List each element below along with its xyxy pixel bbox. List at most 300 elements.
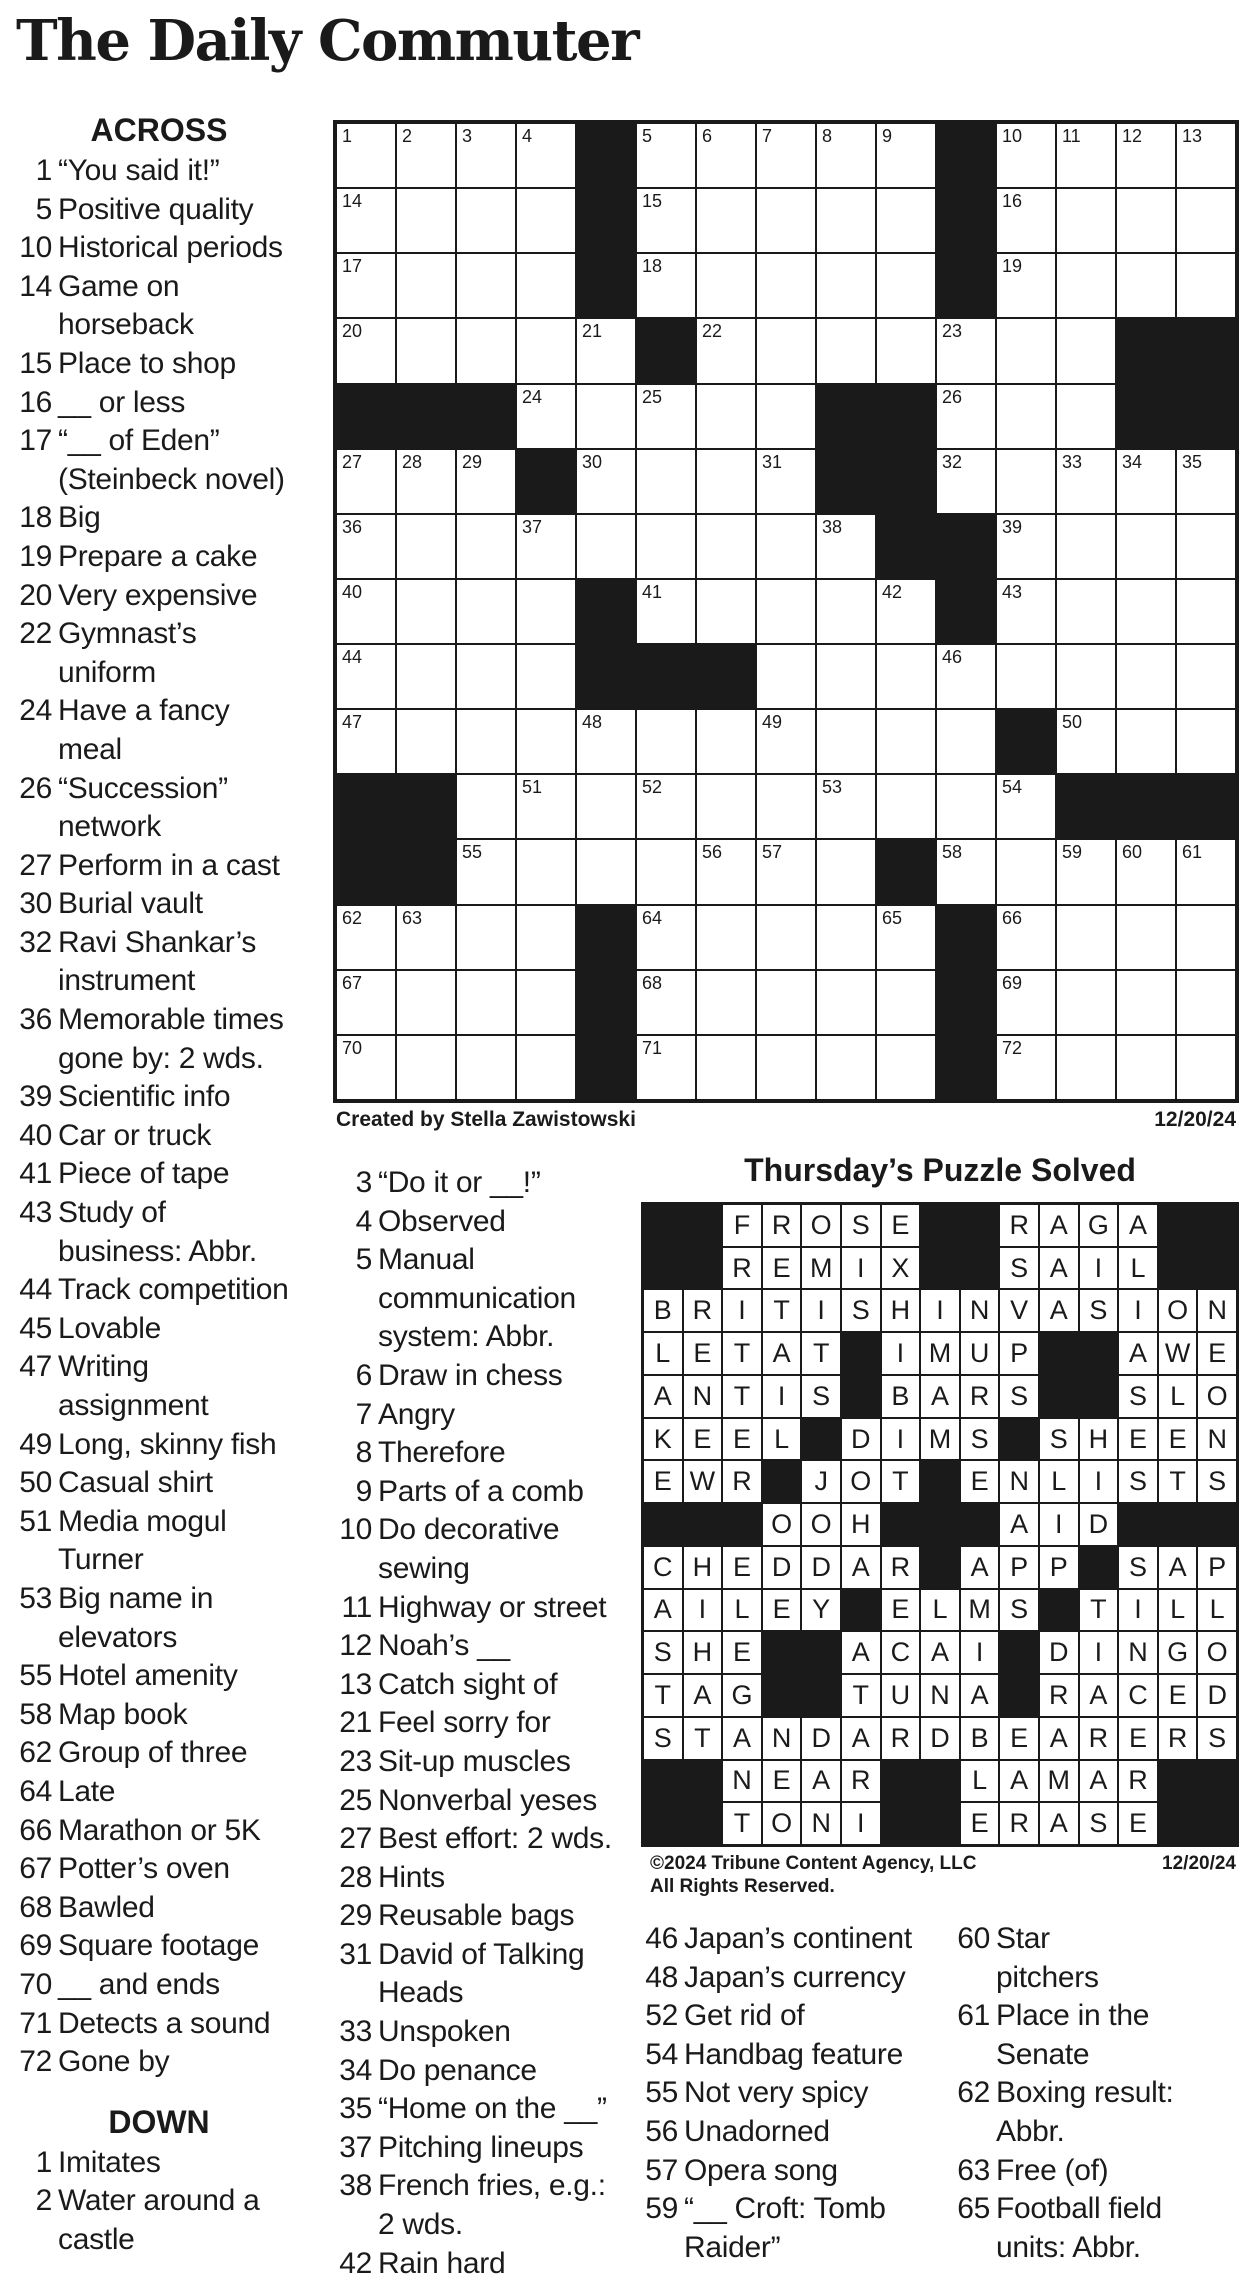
clue-text: Piece of tape (58, 1157, 230, 1191)
grid-square[interactable] (1176, 1035, 1236, 1100)
clue-number: 1 (35, 2145, 52, 2179)
square-number: 12 (1122, 126, 1143, 146)
clue-text: Long, skinny fish (58, 1427, 277, 1461)
grid-square[interactable] (576, 384, 636, 449)
solution-letter: D (762, 1546, 802, 1589)
grid-square[interactable] (876, 905, 936, 970)
grid-square[interactable] (816, 709, 876, 774)
grid-square[interactable] (516, 1035, 576, 1100)
grid-square[interactable] (1176, 514, 1236, 579)
clue-line (14, 692, 314, 731)
clue-text: Observed (378, 1204, 506, 1238)
square-number: 52 (642, 777, 663, 798)
grid-square[interactable] (816, 970, 876, 1035)
square-number: 21 (582, 321, 603, 342)
grid-square[interactable] (1116, 970, 1176, 1035)
clue-text: Therefore (378, 1436, 506, 1470)
grid-square[interactable] (456, 188, 516, 253)
grid-square[interactable] (756, 188, 816, 253)
grid-square[interactable] (1056, 123, 1116, 188)
down-clue-list-3 (640, 1920, 940, 2267)
grid-square[interactable] (816, 123, 876, 188)
clue-line (14, 2144, 314, 2183)
grid-square[interactable] (1056, 839, 1116, 904)
grid-square[interactable] (996, 970, 1056, 1035)
solution-letter: E (1158, 1674, 1198, 1717)
grid-square[interactable] (756, 970, 816, 1035)
square-number: 49 (762, 712, 783, 733)
clue-line (952, 2229, 1242, 2268)
grid-square[interactable] (876, 644, 936, 709)
solution-block (1158, 1802, 1198, 1845)
grid-block (576, 188, 636, 253)
grid-square[interactable] (876, 970, 936, 1035)
grid-square[interactable] (876, 1035, 936, 1100)
grid-square[interactable] (1176, 970, 1236, 1035)
clue-line (14, 654, 314, 693)
grid-block (936, 188, 996, 253)
grid-square[interactable] (936, 644, 996, 709)
clue-line (14, 1117, 314, 1156)
clue-line (952, 2074, 1242, 2113)
square-number: 22 (702, 321, 723, 342)
grid-square[interactable] (696, 579, 756, 644)
clue-text: Casual shirt (58, 1466, 213, 1500)
grid-square[interactable] (1176, 123, 1236, 188)
grid-square[interactable] (936, 839, 996, 904)
grid-square[interactable] (576, 774, 636, 839)
square-number: 28 (402, 451, 423, 472)
square-number: 72 (1002, 1037, 1023, 1058)
square-number: 39 (1002, 516, 1023, 537)
grid-square[interactable] (636, 514, 696, 579)
grid-square[interactable] (696, 384, 756, 449)
grid-square[interactable] (456, 318, 516, 383)
grid-square[interactable] (996, 449, 1056, 514)
solution-block (920, 1503, 960, 1546)
solution-letter: W (683, 1460, 723, 1503)
grid-square[interactable] (336, 449, 396, 514)
clue-number: 14 (19, 269, 52, 303)
grid-square[interactable] (396, 579, 456, 644)
grid-square[interactable] (396, 514, 456, 579)
grid-square[interactable] (1176, 188, 1236, 253)
grid-square[interactable] (696, 1035, 756, 1100)
grid-square[interactable] (756, 514, 816, 579)
grid-square[interactable] (876, 709, 936, 774)
grid-square[interactable] (696, 774, 756, 839)
grid-square[interactable] (1176, 449, 1236, 514)
grid-square[interactable] (696, 905, 756, 970)
grid-square[interactable] (1056, 253, 1116, 318)
grid-square[interactable] (996, 579, 1056, 644)
clue-line (14, 1426, 314, 1465)
grid-square[interactable] (1176, 709, 1236, 774)
grid-square[interactable] (636, 709, 696, 774)
grid-square[interactable] (936, 449, 996, 514)
grid-square[interactable] (756, 774, 816, 839)
grid-square[interactable] (696, 188, 756, 253)
grid-square[interactable] (1056, 1035, 1116, 1100)
grid-square[interactable] (456, 1035, 516, 1100)
grid-square[interactable] (636, 253, 696, 318)
clue-number: 29 (339, 1899, 372, 1933)
grid-square[interactable] (1116, 709, 1176, 774)
across-clue-list (14, 152, 314, 2082)
solution-letter: T (683, 1717, 723, 1760)
grid-square[interactable] (396, 970, 456, 1035)
grid-square[interactable] (756, 449, 816, 514)
grid-square[interactable] (996, 514, 1056, 579)
grid-block (636, 644, 696, 709)
grid-square[interactable] (816, 774, 876, 839)
grid-square[interactable] (696, 253, 756, 318)
solution-letter: P (1197, 1546, 1237, 1589)
grid-square[interactable] (336, 188, 396, 253)
solution-block (960, 1247, 1000, 1290)
grid-square[interactable] (936, 774, 996, 839)
clue-text: David of Talking (378, 1937, 585, 1971)
solution-letter: N (762, 1717, 802, 1760)
grid-square[interactable] (1056, 318, 1116, 383)
grid-square[interactable] (336, 253, 396, 318)
clue-number: 9 (355, 1474, 372, 1508)
grid-square[interactable] (756, 579, 816, 644)
grid-square[interactable] (1116, 905, 1176, 970)
grid-square[interactable] (456, 774, 516, 839)
square-number: 58 (942, 842, 963, 863)
grid-square[interactable] (636, 905, 696, 970)
grid-square[interactable] (456, 970, 516, 1035)
grid-square[interactable] (516, 774, 576, 839)
grid-square[interactable] (816, 188, 876, 253)
grid-square[interactable] (1116, 188, 1176, 253)
grid-square[interactable] (1056, 970, 1116, 1035)
solution-block (801, 1418, 841, 1461)
grid-square[interactable] (396, 1035, 456, 1100)
grid-square[interactable] (996, 188, 1056, 253)
solution-letter: L (722, 1589, 762, 1632)
grid-square[interactable] (996, 644, 1056, 709)
grid-square[interactable] (696, 839, 756, 904)
grid-square[interactable] (1176, 579, 1236, 644)
clue-line (334, 1396, 634, 1435)
grid-square[interactable] (756, 644, 816, 709)
solution-block (762, 1674, 802, 1717)
grid-square[interactable] (816, 644, 876, 709)
grid-square[interactable] (336, 709, 396, 774)
clue-line (14, 1194, 314, 1233)
grid-square[interactable] (576, 514, 636, 579)
solution-block (1158, 1247, 1198, 1290)
grid-square[interactable] (696, 970, 756, 1035)
grid-square[interactable] (1116, 123, 1176, 188)
grid-square[interactable] (1116, 644, 1176, 709)
grid-square[interactable] (936, 709, 996, 774)
grid-square[interactable] (876, 253, 936, 318)
grid-square[interactable] (756, 1035, 816, 1100)
grid-square[interactable] (516, 644, 576, 709)
grid-square[interactable] (456, 839, 516, 904)
grid-square[interactable] (1116, 253, 1176, 318)
solution-letter: T (1079, 1589, 1119, 1632)
square-number: 1 (342, 126, 353, 146)
solution-letter: I (1039, 1503, 1079, 1546)
grid-block (396, 839, 456, 904)
grid-square[interactable] (516, 970, 576, 1035)
grid-square[interactable] (456, 644, 516, 709)
square-number: 42 (882, 581, 903, 602)
grid-square[interactable] (336, 1035, 396, 1100)
grid-square[interactable] (516, 253, 576, 318)
grid-square[interactable] (516, 709, 576, 774)
grid-square[interactable] (816, 318, 876, 383)
solution-letter: T (881, 1460, 921, 1503)
grid-square[interactable] (576, 449, 636, 514)
grid-square[interactable] (996, 253, 1056, 318)
grid-square[interactable] (1056, 514, 1116, 579)
solution-block (920, 1802, 960, 1845)
grid-square[interactable] (396, 188, 456, 253)
grid-square[interactable] (456, 449, 516, 514)
solution-letter: R (683, 1289, 723, 1332)
grid-square[interactable] (1056, 188, 1116, 253)
solution-letter: A (841, 1717, 881, 1760)
grid-square[interactable] (456, 514, 516, 579)
grid-square[interactable] (1056, 384, 1116, 449)
grid-square[interactable] (456, 123, 516, 188)
grid-square[interactable] (996, 123, 1056, 188)
grid-square[interactable] (336, 514, 396, 579)
grid-square[interactable] (996, 839, 1056, 904)
grid-square[interactable] (636, 970, 696, 1035)
grid-square[interactable] (516, 905, 576, 970)
solution-letter: E (762, 1589, 802, 1632)
grid-block (1176, 384, 1236, 449)
grid-square[interactable] (636, 579, 696, 644)
solution-letter: C (643, 1546, 683, 1589)
grid-square[interactable] (816, 579, 876, 644)
grid-square[interactable] (1116, 839, 1176, 904)
grid-square[interactable] (516, 318, 576, 383)
grid-block (336, 839, 396, 904)
grid-square[interactable] (456, 579, 516, 644)
grid-square[interactable] (816, 253, 876, 318)
solution-letter: A (920, 1375, 960, 1418)
grid-square[interactable] (456, 709, 516, 774)
grid-square[interactable] (516, 384, 576, 449)
grid-square[interactable] (1176, 253, 1236, 318)
grid-square[interactable] (456, 253, 516, 318)
square-number: 24 (522, 386, 543, 407)
solution-block (1197, 1760, 1237, 1803)
grid-square[interactable] (1056, 905, 1116, 970)
grid-square[interactable] (876, 318, 936, 383)
grid-block (936, 1035, 996, 1100)
grid-square[interactable] (576, 839, 636, 904)
grid-square[interactable] (696, 709, 756, 774)
solution-letter: N (960, 1289, 1000, 1332)
grid-square[interactable] (996, 905, 1056, 970)
grid-square[interactable] (1056, 709, 1116, 774)
solution-block (920, 1247, 960, 1290)
grid-square[interactable] (396, 905, 456, 970)
grid-square[interactable] (1056, 449, 1116, 514)
grid-square[interactable] (636, 384, 696, 449)
grid-square[interactable] (636, 188, 696, 253)
solution-block (643, 1760, 683, 1803)
clue-line (14, 1889, 314, 1928)
square-number: 34 (1122, 451, 1143, 472)
square-number: 60 (1122, 842, 1143, 863)
clue-number: 21 (339, 1706, 372, 1740)
grid-square[interactable] (336, 644, 396, 709)
clue-text: Gymnast’s (58, 617, 197, 651)
clue-number: 19 (19, 539, 52, 573)
grid-square[interactable] (1116, 514, 1176, 579)
clue-line (334, 2090, 634, 2129)
solution-letter: S (1039, 1418, 1079, 1461)
grid-square[interactable] (396, 709, 456, 774)
down-clue-list-2 (334, 1164, 634, 2283)
grid-square[interactable] (876, 579, 936, 644)
grid-square[interactable] (996, 774, 1056, 839)
grid-square[interactable] (756, 709, 816, 774)
grid-square[interactable] (816, 905, 876, 970)
grid-square[interactable] (396, 123, 456, 188)
clue-text: Prepare a cake (58, 539, 258, 573)
grid-square[interactable] (1116, 1035, 1176, 1100)
grid-square[interactable] (1116, 579, 1176, 644)
grid-square[interactable] (396, 449, 456, 514)
grid-square[interactable] (516, 514, 576, 579)
grid-square[interactable] (756, 318, 816, 383)
grid-square[interactable] (756, 123, 816, 188)
grid-square[interactable] (516, 123, 576, 188)
grid-square[interactable] (996, 384, 1056, 449)
clue-number: 17 (19, 424, 52, 458)
solution-letter: H (841, 1503, 881, 1546)
clue-text: Heads (378, 1976, 464, 2010)
solution-letter: E (683, 1418, 723, 1461)
grid-square[interactable] (816, 514, 876, 579)
clue-number: 72 (19, 2045, 52, 2079)
grid-square[interactable] (336, 970, 396, 1035)
square-number: 3 (462, 126, 473, 146)
clue-text: Burial vault (58, 887, 203, 921)
grid-square[interactable] (756, 384, 816, 449)
solution-block (999, 1631, 1039, 1674)
grid-square[interactable] (996, 318, 1056, 383)
square-number: 13 (1182, 126, 1203, 146)
grid-square[interactable] (876, 188, 936, 253)
grid-square[interactable] (1176, 644, 1236, 709)
square-number: 48 (582, 712, 603, 733)
grid-square[interactable] (756, 839, 816, 904)
grid-square[interactable] (636, 449, 696, 514)
clue-line (334, 1550, 634, 1589)
solution-letter: G (722, 1674, 762, 1717)
grid-square[interactable] (1056, 579, 1116, 644)
grid-square[interactable] (1116, 449, 1176, 514)
solution-letter: R (762, 1204, 802, 1247)
grid-square[interactable] (816, 1035, 876, 1100)
clue-text: Raider” (684, 2230, 781, 2264)
grid-square[interactable] (516, 579, 576, 644)
grid-square[interactable] (816, 839, 876, 904)
square-number: 27 (342, 451, 363, 472)
solution-letter: A (1039, 1802, 1079, 1845)
grid-block (456, 384, 516, 449)
solution-letter: E (881, 1589, 921, 1632)
solution-block (1158, 1503, 1198, 1546)
grid-square[interactable] (876, 123, 936, 188)
grid-square[interactable] (336, 579, 396, 644)
solution-block (1118, 1503, 1158, 1546)
grid-square[interactable] (636, 1035, 696, 1100)
grid-square[interactable] (756, 253, 816, 318)
grid-square[interactable] (696, 449, 756, 514)
grid-square[interactable] (576, 709, 636, 774)
grid-square[interactable] (516, 839, 576, 904)
grid-square[interactable] (336, 318, 396, 383)
solution-grid (641, 1202, 1239, 1847)
grid-square[interactable] (696, 123, 756, 188)
grid-square[interactable] (696, 514, 756, 579)
clue-text: Nonverbal yeses (378, 1783, 597, 1817)
solution-block (841, 1589, 881, 1632)
grid-square[interactable] (876, 774, 936, 839)
clue-number: 6 (355, 1358, 372, 1392)
clue-line (952, 1959, 1242, 1998)
grid-square[interactable] (336, 905, 396, 970)
grid-square[interactable] (996, 1035, 1056, 1100)
clue-line (14, 1078, 314, 1117)
grid-square[interactable] (1056, 644, 1116, 709)
grid-square[interactable] (396, 644, 456, 709)
grid-square[interactable] (936, 318, 996, 383)
square-number: 64 (642, 907, 663, 928)
clue-line (334, 1357, 634, 1396)
square-number: 53 (822, 777, 843, 798)
grid-square[interactable] (636, 123, 696, 188)
grid-square[interactable] (396, 253, 456, 318)
grid-square[interactable] (396, 318, 456, 383)
clue-line (14, 962, 314, 1001)
clue-text: Feel sorry for (378, 1706, 551, 1740)
grid-square[interactable] (636, 839, 696, 904)
grid-square[interactable] (636, 774, 696, 839)
grid-square[interactable] (456, 905, 516, 970)
grid-square[interactable] (1176, 839, 1236, 904)
solution-letter: O (1197, 1631, 1237, 1674)
solution-letter: R (1039, 1674, 1079, 1717)
grid-square[interactable] (576, 318, 636, 383)
clue-text: uniform (58, 655, 156, 689)
square-number: 38 (822, 516, 843, 537)
grid-square[interactable] (336, 123, 396, 188)
square-number: 23 (942, 321, 963, 342)
square-number: 57 (762, 842, 783, 863)
grid-square[interactable] (516, 188, 576, 253)
solution-letter: E (643, 1460, 683, 1503)
grid-square[interactable] (756, 905, 816, 970)
grid-square[interactable] (936, 384, 996, 449)
grid-square[interactable] (1176, 905, 1236, 970)
grid-square[interactable] (696, 318, 756, 383)
clue-text: elevators (58, 1620, 178, 1654)
solution-letter: S (1079, 1289, 1119, 1332)
